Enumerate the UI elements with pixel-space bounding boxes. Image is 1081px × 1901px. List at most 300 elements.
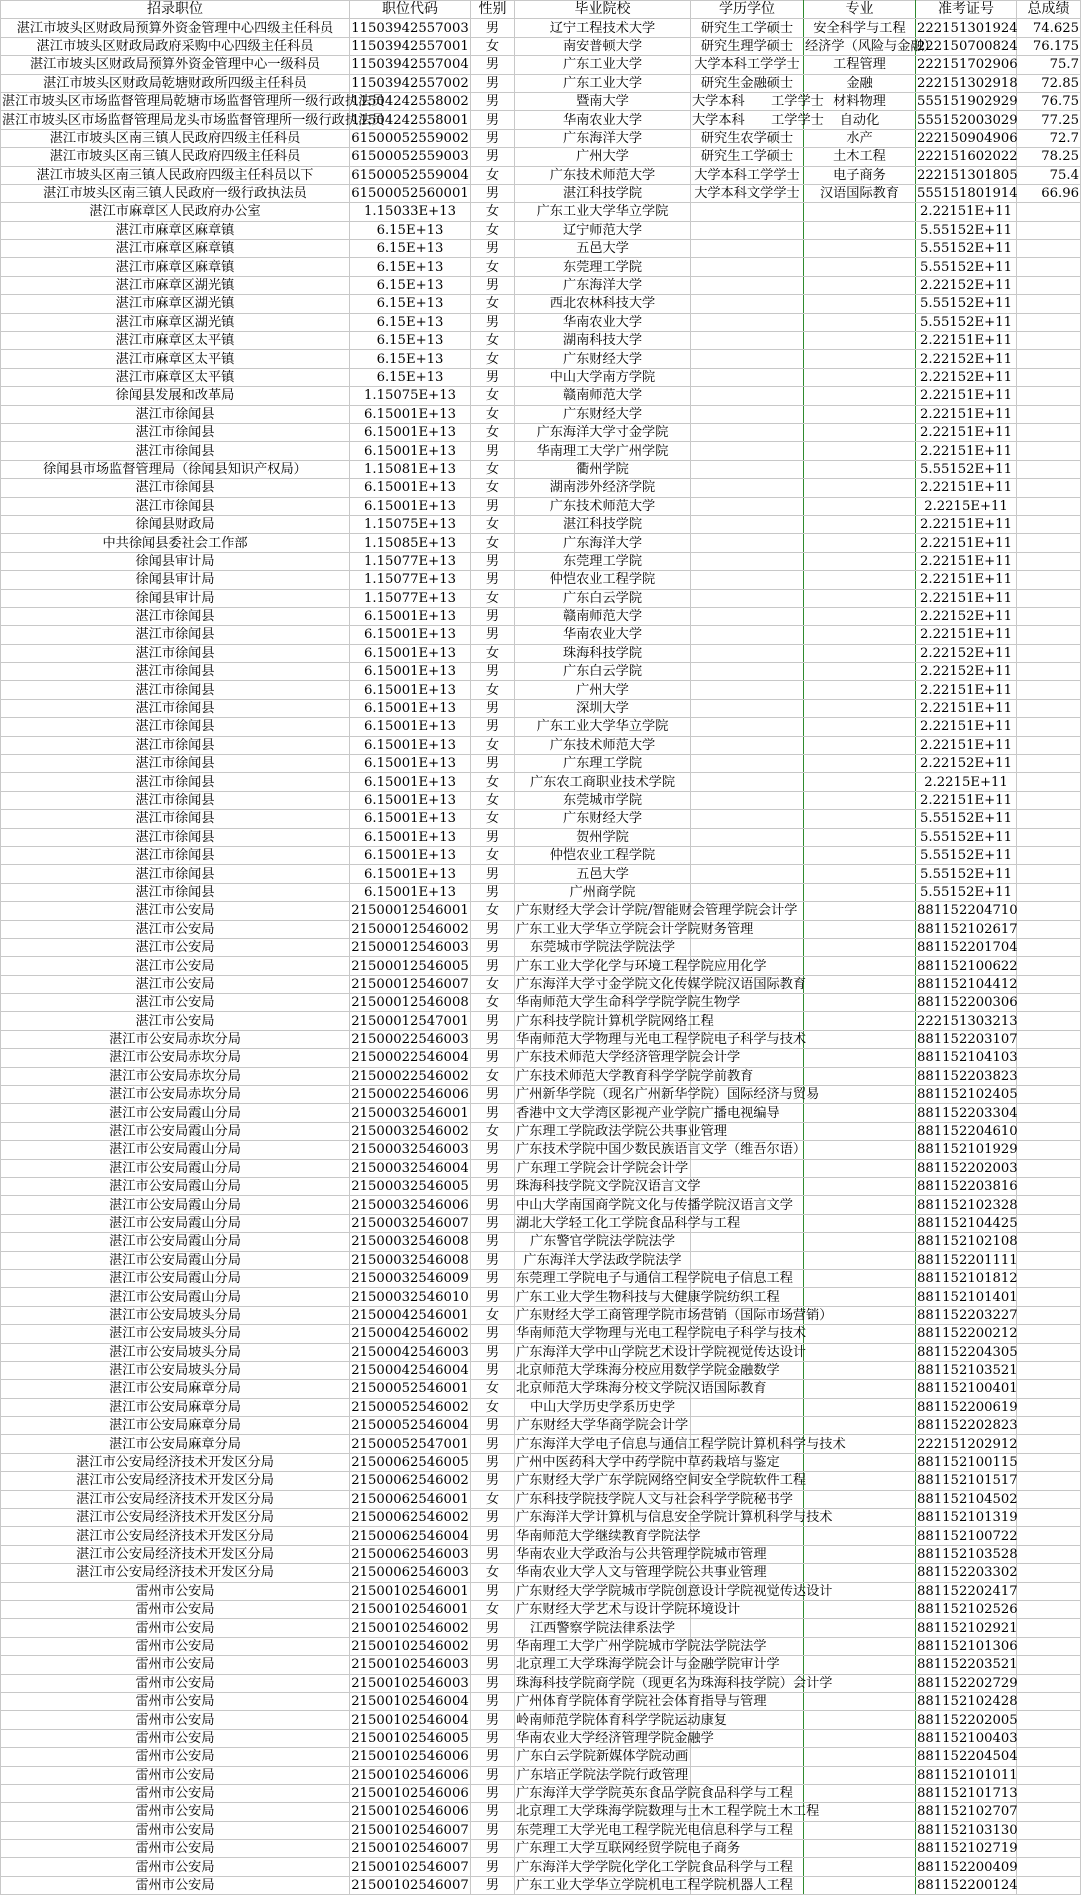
cell-university[interactable]: 广东海洋大学学院化学化工学院食品科学与工程 [516, 1859, 793, 1875]
cell-major[interactable] [804, 1711, 916, 1729]
cell-degree[interactable] [691, 773, 804, 791]
cell-total-score[interactable] [1017, 1637, 1081, 1655]
cell-major[interactable] [804, 1729, 916, 1747]
cell-gender[interactable]: 女 [471, 902, 515, 920]
cell-major[interactable] [804, 1067, 916, 1085]
cell-exam-id[interactable]: 2.22151E+11 [916, 479, 1017, 497]
cell-university[interactable]: 广东科技学院技学院人文与社会科学学院秘书学 [516, 1491, 793, 1507]
cell-exam-id[interactable]: 881152102328 [917, 1197, 1018, 1213]
cell-major[interactable] [804, 1122, 916, 1140]
cell-gender[interactable]: 男 [471, 1178, 515, 1196]
cell-major[interactable] [804, 1269, 916, 1287]
cell-exam-id[interactable]: 881152203107 [917, 1032, 1018, 1048]
cell-gender[interactable]: 女 [471, 515, 515, 533]
cell-gender[interactable]: 男 [471, 1435, 515, 1453]
cell-exam-id[interactable]: 881152102108 [917, 1234, 1018, 1250]
cell-exam-id[interactable]: 881152101011 [917, 1767, 1018, 1783]
cell-gender[interactable]: 女 [471, 846, 515, 864]
cell-gender[interactable]: 女 [471, 1564, 515, 1582]
cell-gender[interactable]: 男 [471, 1361, 515, 1379]
cell-position-code[interactable]: 6.15001E+13 [350, 497, 471, 515]
cell-total-score[interactable] [1017, 1141, 1081, 1159]
cell-major[interactable] [804, 1600, 916, 1618]
cell-position[interactable]: 湛江市公安局赤坎分局 [1, 1049, 350, 1067]
cell-major[interactable] [804, 957, 916, 975]
cell-position-code[interactable]: 6.15001E+13 [350, 607, 471, 625]
cell-total-score[interactable]: 72.7 [1017, 129, 1081, 147]
cell-position[interactable]: 湛江市坡头区财政局预算外资金管理中心一级科员 [1, 56, 350, 74]
cell-gender[interactable]: 女 [471, 423, 515, 441]
cell-total-score[interactable] [1017, 773, 1081, 791]
cell-university[interactable]: 西北农林科技大学 [515, 295, 691, 313]
cell-position[interactable]: 湛江市公安局坡头分局 [1, 1343, 350, 1361]
cell-position[interactable]: 徐闻县审计局 [1, 571, 350, 589]
cell-position[interactable]: 湛江市徐闻县 [1, 626, 350, 644]
cell-university[interactable]: 湛江科技学院 [515, 184, 691, 202]
cell-position[interactable]: 湛江市徐闻县 [1, 718, 350, 736]
cell-exam-id[interactable]: 881152102707 [917, 1804, 1018, 1820]
cell-degree[interactable]: 研究生工学硕士 [691, 19, 804, 37]
cell-total-score[interactable] [1017, 1398, 1081, 1416]
cell-exam-id[interactable]: 881152200409 [917, 1859, 1018, 1875]
cell-position[interactable]: 湛江市公安局 [1, 902, 350, 920]
cell-position-code[interactable]: 21500102546003 [351, 1657, 469, 1673]
cell-degree[interactable] [691, 1398, 804, 1416]
cell-gender[interactable]: 女 [471, 221, 515, 239]
cell-position-code[interactable]: 21500032546004 [351, 1160, 469, 1176]
cell-gender[interactable]: 男 [471, 1417, 515, 1435]
cell-position[interactable]: 湛江市公安局经济技术开发区分局 [1, 1472, 350, 1490]
cell-university[interactable]: 广东财经大学工商管理学院市场营销（国际市场营销） [516, 1307, 833, 1323]
cell-exam-id[interactable]: 881152100115 [917, 1455, 1018, 1471]
cell-position-code[interactable]: 21500052546004 [351, 1418, 469, 1434]
cell-position-code[interactable]: 21500022546002 [351, 1068, 469, 1084]
cell-total-score[interactable] [1017, 1067, 1081, 1085]
cell-gender[interactable]: 男 [471, 1472, 515, 1490]
cell-position[interactable]: 湛江市公安局麻章分局 [1, 1398, 350, 1416]
cell-position-code[interactable]: 21500102546006 [351, 1749, 469, 1765]
cell-degree[interactable] [691, 295, 804, 313]
cell-major[interactable] [804, 994, 916, 1012]
cell-university[interactable]: 深圳大学 [515, 699, 691, 717]
cell-total-score[interactable] [1017, 1840, 1081, 1858]
cell-exam-id[interactable]: 2.22151E+11 [916, 681, 1017, 699]
cell-position-code[interactable]: 21500062546002 [351, 1473, 469, 1489]
cell-position[interactable]: 湛江市徐闻县 [1, 846, 350, 864]
cell-total-score[interactable] [1017, 1380, 1081, 1398]
cell-position[interactable]: 湛江市徐闻县 [1, 773, 350, 791]
cell-position[interactable]: 中共徐闻县委社会工作部 [1, 534, 350, 552]
cell-position-code[interactable]: 21500062546005 [351, 1455, 469, 1471]
cell-major[interactable] [804, 920, 916, 938]
cell-position-code[interactable]: 6.15001E+13 [350, 883, 471, 901]
cell-exam-id[interactable]: 881152200619 [917, 1399, 1018, 1415]
cell-position-code[interactable]: 21500012546001 [351, 903, 469, 919]
cell-position[interactable]: 湛江市公安局坡头分局 [1, 1325, 350, 1343]
cell-position[interactable]: 湛江市公安局赤坎分局 [1, 1030, 350, 1048]
cell-university[interactable]: 中山大学南国商学院文化与传播学院汉语言文学 [516, 1197, 793, 1213]
cell-university[interactable]: 贺州学院 [515, 828, 691, 846]
cell-total-score[interactable] [1017, 350, 1081, 368]
cell-degree[interactable] [691, 846, 804, 864]
cell-degree[interactable] [691, 442, 804, 460]
cell-major[interactable] [804, 460, 916, 478]
cell-position-code[interactable]: 21500032546010 [351, 1289, 469, 1305]
cell-exam-id[interactable]: 2.2215E+11 [916, 497, 1017, 515]
cell-gender[interactable]: 女 [471, 1600, 515, 1618]
cell-gender[interactable]: 男 [471, 957, 515, 975]
cell-exam-id[interactable]: 222151301924 [917, 20, 1018, 36]
cell-position-code[interactable]: 6.15001E+13 [350, 810, 471, 828]
cell-total-score[interactable] [1017, 1178, 1081, 1196]
cell-total-score[interactable] [1017, 957, 1081, 975]
cell-degree[interactable]: 大学本科文学学士 [691, 184, 804, 202]
cell-university[interactable]: 中山大学南方学院 [515, 368, 691, 386]
cell-gender[interactable]: 男 [471, 1104, 515, 1122]
cell-total-score[interactable] [1017, 332, 1081, 350]
cell-exam-id[interactable]: 881152200306 [917, 995, 1018, 1011]
cell-exam-id[interactable]: 2.2215E+11 [916, 773, 1017, 791]
cell-total-score[interactable]: 77.25 [1017, 111, 1081, 129]
cell-position-code[interactable]: 21500102546007 [351, 1822, 469, 1838]
cell-major[interactable] [804, 1692, 916, 1710]
cell-university[interactable]: 珠海科技学院 [515, 644, 691, 662]
cell-university[interactable]: 仲恺农业工程学院 [515, 846, 691, 864]
cell-university[interactable]: 广东技术师范大学 [515, 736, 691, 754]
cell-position[interactable]: 湛江市麻章区人民政府办公室 [1, 203, 350, 221]
cell-position-code[interactable]: 21500102546001 [351, 1583, 469, 1599]
cell-degree[interactable] [691, 479, 804, 497]
cell-position[interactable]: 湛江市公安局霞山分局 [1, 1178, 350, 1196]
cell-university[interactable]: 广东财经大学广东学院网络空间安全学院软件工程 [516, 1473, 807, 1489]
cell-university[interactable]: 广州商学院 [515, 883, 691, 901]
cell-total-score[interactable]: 74.625 [1017, 19, 1081, 37]
cell-major[interactable] [804, 1086, 916, 1104]
cell-total-score[interactable] [1017, 1509, 1081, 1527]
cell-exam-id[interactable]: 222151702906 [917, 57, 1018, 73]
cell-major[interactable] [804, 626, 916, 644]
cell-gender[interactable]: 男 [471, 607, 515, 625]
cell-degree[interactable] [691, 552, 804, 570]
cell-exam-id[interactable]: 2.22151E+11 [916, 534, 1017, 552]
cell-total-score[interactable] [1017, 663, 1081, 681]
cell-total-score[interactable] [1017, 368, 1081, 386]
cell-position-code[interactable]: 21500062546002 [351, 1510, 469, 1526]
cell-exam-id[interactable]: 5.55152E+11 [916, 313, 1017, 331]
cell-university[interactable]: 南安普顿大学 [515, 37, 691, 55]
cell-major[interactable] [804, 1012, 916, 1030]
cell-gender[interactable]: 女 [471, 810, 515, 828]
cell-total-score[interactable] [1017, 1361, 1081, 1379]
cell-total-score[interactable] [1017, 1490, 1081, 1508]
cell-exam-id[interactable]: 5.55152E+11 [916, 460, 1017, 478]
cell-major[interactable] [804, 810, 916, 828]
cell-major[interactable]: 材料物理 [804, 92, 916, 110]
cell-total-score[interactable] [1017, 938, 1081, 956]
cell-gender[interactable]: 男 [471, 1858, 515, 1876]
cell-position-code[interactable]: 6.15E+13 [350, 368, 471, 386]
cell-position-code[interactable]: 1.15033E+13 [350, 203, 471, 221]
cell-gender[interactable]: 女 [471, 773, 515, 791]
cell-position-code[interactable]: 6.15E+13 [350, 295, 471, 313]
cell-position[interactable]: 雷州市公安局 [1, 1821, 350, 1839]
cell-degree[interactable] [691, 883, 804, 901]
cell-position-code[interactable]: 21500032546008 [351, 1234, 469, 1250]
cell-gender[interactable]: 女 [471, 1398, 515, 1416]
cell-position[interactable]: 雷州市公安局 [1, 1748, 350, 1766]
cell-exam-id[interactable]: 2.22152E+11 [916, 276, 1017, 294]
cell-gender[interactable]: 男 [471, 74, 515, 92]
cell-degree[interactable]: 大学本科工学学士 [691, 56, 804, 74]
cell-exam-id[interactable]: 881152203304 [917, 1105, 1018, 1121]
cell-major[interactable] [804, 221, 916, 239]
cell-gender[interactable]: 女 [471, 387, 515, 405]
cell-major[interactable] [804, 1251, 916, 1269]
cell-position-code[interactable]: 21500012546002 [351, 921, 469, 937]
cell-position[interactable]: 湛江市麻章区太平镇 [1, 332, 350, 350]
cell-degree[interactable]: 研究生农学硕士 [691, 129, 804, 147]
cell-total-score[interactable] [1017, 1692, 1081, 1710]
cell-university[interactable]: 广东海洋大学计算机与信息安全学院计算机科学与技术 [516, 1510, 833, 1526]
header-university[interactable]: 毕业院校 [515, 1, 691, 19]
cell-major[interactable] [804, 552, 916, 570]
cell-position[interactable]: 湛江市公安局经济技术开发区分局 [1, 1453, 350, 1471]
cell-degree[interactable] [691, 589, 804, 607]
cell-university[interactable]: 华南师范大学物理与光电工程学院电子科学与技术 [516, 1326, 807, 1342]
cell-position[interactable]: 湛江市徐闻县 [1, 442, 350, 460]
cell-total-score[interactable] [1017, 1656, 1081, 1674]
cell-position[interactable]: 湛江市坡头区南三镇人民政府四级主任科员以下 [1, 166, 350, 184]
cell-major[interactable]: 土木工程 [804, 148, 916, 166]
cell-gender[interactable]: 男 [471, 626, 515, 644]
cell-degree[interactable] [691, 1233, 804, 1251]
cell-exam-id[interactable]: 881152101517 [917, 1473, 1018, 1489]
cell-exam-id[interactable]: 222151302918 [917, 75, 1018, 91]
cell-total-score[interactable] [1017, 1803, 1081, 1821]
cell-position-code[interactable]: 11504242558001 [351, 112, 469, 128]
cell-position-code[interactable]: 21500032546003 [351, 1142, 469, 1158]
cell-university[interactable]: 广东财经大学 [515, 350, 691, 368]
cell-position-code[interactable]: 11503942557001 [351, 38, 469, 54]
cell-position[interactable]: 徐闻县发展和改革局 [1, 387, 350, 405]
cell-gender[interactable]: 男 [471, 148, 515, 166]
cell-position-code[interactable]: 6.15001E+13 [350, 791, 471, 809]
cell-degree[interactable] [691, 865, 804, 883]
cell-total-score[interactable] [1017, 1858, 1081, 1876]
cell-position-code[interactable]: 6.15001E+13 [350, 755, 471, 773]
cell-position-code[interactable]: 21500102546006 [351, 1786, 469, 1802]
cell-position[interactable]: 湛江市坡头区财政局乾塘财政所四级主任科员 [1, 74, 350, 92]
cell-total-score[interactable] [1017, 1122, 1081, 1140]
cell-total-score[interactable] [1017, 1527, 1081, 1545]
cell-major[interactable] [804, 1784, 916, 1802]
cell-exam-id[interactable]: 5.55152E+11 [916, 221, 1017, 239]
cell-gender[interactable]: 女 [471, 534, 515, 552]
cell-total-score[interactable] [1017, 460, 1081, 478]
cell-exam-id[interactable]: 5.55152E+11 [916, 258, 1017, 276]
cell-total-score[interactable] [1017, 1821, 1081, 1839]
cell-university[interactable]: 华南农业大学政治与公共管理学院城市管理 [516, 1547, 767, 1562]
cell-major[interactable]: 经济学（风险与金融） [805, 38, 937, 54]
cell-major[interactable] [804, 1104, 916, 1122]
cell-major[interactable] [804, 1545, 916, 1563]
cell-position[interactable]: 湛江市公安局坡头分局 [1, 1306, 350, 1324]
cell-exam-id[interactable]: 881152201704 [917, 940, 1018, 956]
cell-exam-id[interactable]: 881152103528 [917, 1547, 1018, 1562]
cell-university[interactable]: 华南农业大学 [515, 626, 691, 644]
cell-total-score[interactable]: 75.7 [1017, 56, 1081, 74]
cell-major[interactable] [804, 865, 916, 883]
cell-university[interactable]: 华南农业大学人文与管理学院公共事业管理 [516, 1565, 767, 1581]
cell-exam-id[interactable]: 2.22152E+11 [916, 663, 1017, 681]
cell-gender[interactable]: 女 [471, 681, 515, 699]
cell-exam-id[interactable]: 2.22152E+11 [916, 607, 1017, 625]
cell-total-score[interactable] [1017, 1711, 1081, 1729]
cell-position[interactable]: 湛江市公安局 [1, 957, 350, 975]
cell-position[interactable]: 湛江市徐闻县 [1, 699, 350, 717]
cell-major[interactable] [804, 497, 916, 515]
cell-total-score[interactable] [1017, 1012, 1081, 1030]
cell-major[interactable] [804, 1637, 916, 1655]
cell-exam-id[interactable]: 881152104412 [917, 976, 1018, 992]
cell-university[interactable]: 广东工业大学 [515, 56, 691, 74]
cell-gender[interactable]: 男 [471, 1527, 515, 1545]
cell-position-code[interactable]: 21500052546002 [351, 1399, 469, 1415]
cell-gender[interactable]: 女 [471, 589, 515, 607]
cell-position-code[interactable]: 21500102546003 [351, 1675, 469, 1691]
cell-position[interactable]: 湛江市徐闻县 [1, 883, 350, 901]
cell-exam-id[interactable]: 2.22152E+11 [916, 368, 1017, 386]
cell-gender[interactable]: 男 [471, 1821, 515, 1839]
cell-major[interactable] [804, 1049, 916, 1067]
cell-position-code[interactable]: 6.15E+13 [350, 276, 471, 294]
cell-total-score[interactable] [1017, 405, 1081, 423]
cell-university[interactable]: 赣南师范大学 [515, 387, 691, 405]
cell-major[interactable]: 自动化 [804, 111, 916, 129]
cell-gender[interactable]: 男 [471, 865, 515, 883]
cell-gender[interactable]: 男 [471, 442, 515, 460]
cell-position-code[interactable]: 1.15075E+13 [350, 515, 471, 533]
cell-position[interactable]: 湛江市坡头区南三镇人民政府四级主任科员 [1, 129, 350, 147]
cell-gender[interactable]: 女 [471, 460, 515, 478]
cell-total-score[interactable] [1017, 258, 1081, 276]
cell-exam-id[interactable]: 2.22151E+11 [916, 791, 1017, 809]
cell-total-score[interactable] [1017, 1600, 1081, 1618]
cell-university[interactable]: 广东工业大学华立学院机电工程学院机器人工程 [516, 1878, 793, 1894]
cell-degree[interactable] [691, 534, 804, 552]
cell-exam-id[interactable]: 881152100403 [917, 1730, 1018, 1746]
cell-degree[interactable] [691, 368, 804, 386]
cell-gender[interactable]: 女 [471, 1306, 515, 1324]
cell-position[interactable]: 湛江市公安局麻章分局 [1, 1417, 350, 1435]
cell-exam-id[interactable]: 2.22151E+11 [916, 699, 1017, 717]
header-gender[interactable]: 性别 [471, 1, 515, 19]
cell-university[interactable]: 广东技术师范大学 [515, 166, 691, 184]
cell-position-code[interactable]: 21500012547001 [351, 1013, 469, 1029]
cell-position[interactable]: 湛江市徐闻县 [1, 423, 350, 441]
cell-major[interactable] [804, 332, 916, 350]
cell-total-score[interactable] [1017, 902, 1081, 920]
cell-gender[interactable]: 男 [471, 1692, 515, 1710]
cell-university[interactable]: 广东财经大学 [515, 405, 691, 423]
cell-gender[interactable]: 男 [471, 552, 515, 570]
cell-university[interactable]: 华南农业大学 [515, 313, 691, 331]
cell-degree[interactable] [691, 1527, 804, 1545]
cell-total-score[interactable] [1017, 552, 1081, 570]
cell-gender[interactable]: 男 [471, 920, 515, 938]
cell-position-code[interactable]: 11503942557002 [351, 75, 469, 91]
cell-total-score[interactable] [1017, 423, 1081, 441]
cell-gender[interactable]: 女 [471, 332, 515, 350]
cell-university[interactable]: 广东财经大学会计学院/智能财会管理学院会计学 [516, 903, 798, 919]
cell-position-code[interactable]: 1.15075E+13 [350, 387, 471, 405]
cell-total-score[interactable] [1017, 1435, 1081, 1453]
cell-university[interactable]: 广东海洋大学 [515, 276, 691, 294]
cell-position-code[interactable]: 21500062546001 [351, 1491, 469, 1507]
cell-major[interactable] [804, 883, 916, 901]
cell-gender[interactable]: 女 [471, 166, 515, 184]
cell-position-code[interactable]: 21500032546008 [351, 1252, 469, 1268]
cell-major[interactable] [804, 644, 916, 662]
cell-major[interactable] [804, 1178, 916, 1196]
cell-position[interactable]: 湛江市坡头区南三镇人民政府四级主任科员 [1, 148, 350, 166]
cell-degree[interactable] [691, 387, 804, 405]
cell-university[interactable]: 广东理工学院 [515, 755, 691, 773]
cell-position[interactable]: 雷州市公安局 [1, 1600, 350, 1618]
cell-university[interactable]: 广东工业大学生物科技与大健康学院纺织工程 [516, 1289, 780, 1305]
cell-university[interactable]: 广东工业大学华立学院 [515, 718, 691, 736]
cell-position-code[interactable]: 21500052547001 [351, 1436, 469, 1452]
cell-position[interactable]: 湛江市徐闻县 [1, 828, 350, 846]
cell-major[interactable] [804, 699, 916, 717]
cell-position[interactable]: 湛江市公安局霞山分局 [1, 1269, 350, 1287]
cell-position[interactable]: 湛江市麻章区太平镇 [1, 368, 350, 386]
cell-university[interactable]: 北京理工大学珠海学院数理与土木工程学院土木工程 [516, 1804, 820, 1820]
cell-gender[interactable]: 男 [471, 699, 515, 717]
cell-exam-id[interactable]: 5.55152E+11 [916, 828, 1017, 846]
cell-position[interactable]: 湛江市公安局麻章分局 [1, 1380, 350, 1398]
cell-position-code[interactable]: 21500022546006 [351, 1087, 469, 1103]
cell-university[interactable]: 华南理工大学广州学院 [515, 442, 691, 460]
cell-university[interactable]: 东莞理工学院电子与通信工程学院电子信息工程 [516, 1271, 793, 1287]
cell-exam-id[interactable]: 2.22151E+11 [916, 387, 1017, 405]
cell-position-code[interactable]: 6.15E+13 [350, 313, 471, 331]
cell-degree[interactable]: 研究生理学硕士 [691, 37, 804, 55]
cell-major[interactable] [804, 405, 916, 423]
cell-gender[interactable]: 男 [471, 663, 515, 681]
cell-gender[interactable]: 男 [471, 497, 515, 515]
cell-position-code[interactable]: 6.15001E+13 [350, 718, 471, 736]
cell-exam-id[interactable]: 881152100622 [917, 958, 1018, 974]
cell-total-score[interactable] [1017, 387, 1081, 405]
cell-university[interactable]: 北京理工大学珠海学院会计与金融学院审计学 [516, 1657, 780, 1673]
cell-degree[interactable] [691, 699, 804, 717]
cell-total-score[interactable] [1017, 975, 1081, 993]
cell-exam-id[interactable]: 2.22151E+11 [916, 571, 1017, 589]
cell-position[interactable]: 湛江市公安局霞山分局 [1, 1104, 350, 1122]
cell-exam-id[interactable]: 2.22151E+11 [916, 626, 1017, 644]
cell-position-code[interactable]: 21500102546002 [351, 1638, 469, 1654]
cell-gender[interactable]: 女 [471, 405, 515, 423]
cell-major[interactable] [804, 350, 916, 368]
cell-position[interactable]: 雷州市公安局 [1, 1674, 350, 1692]
cell-total-score[interactable] [1017, 1545, 1081, 1563]
cell-position[interactable]: 徐闻县财政局 [1, 515, 350, 533]
cell-gender[interactable]: 男 [471, 129, 515, 147]
cell-university[interactable]: 暨南大学 [515, 92, 691, 110]
cell-major[interactable] [804, 1453, 916, 1471]
cell-position-code[interactable]: 1.15081E+13 [350, 460, 471, 478]
